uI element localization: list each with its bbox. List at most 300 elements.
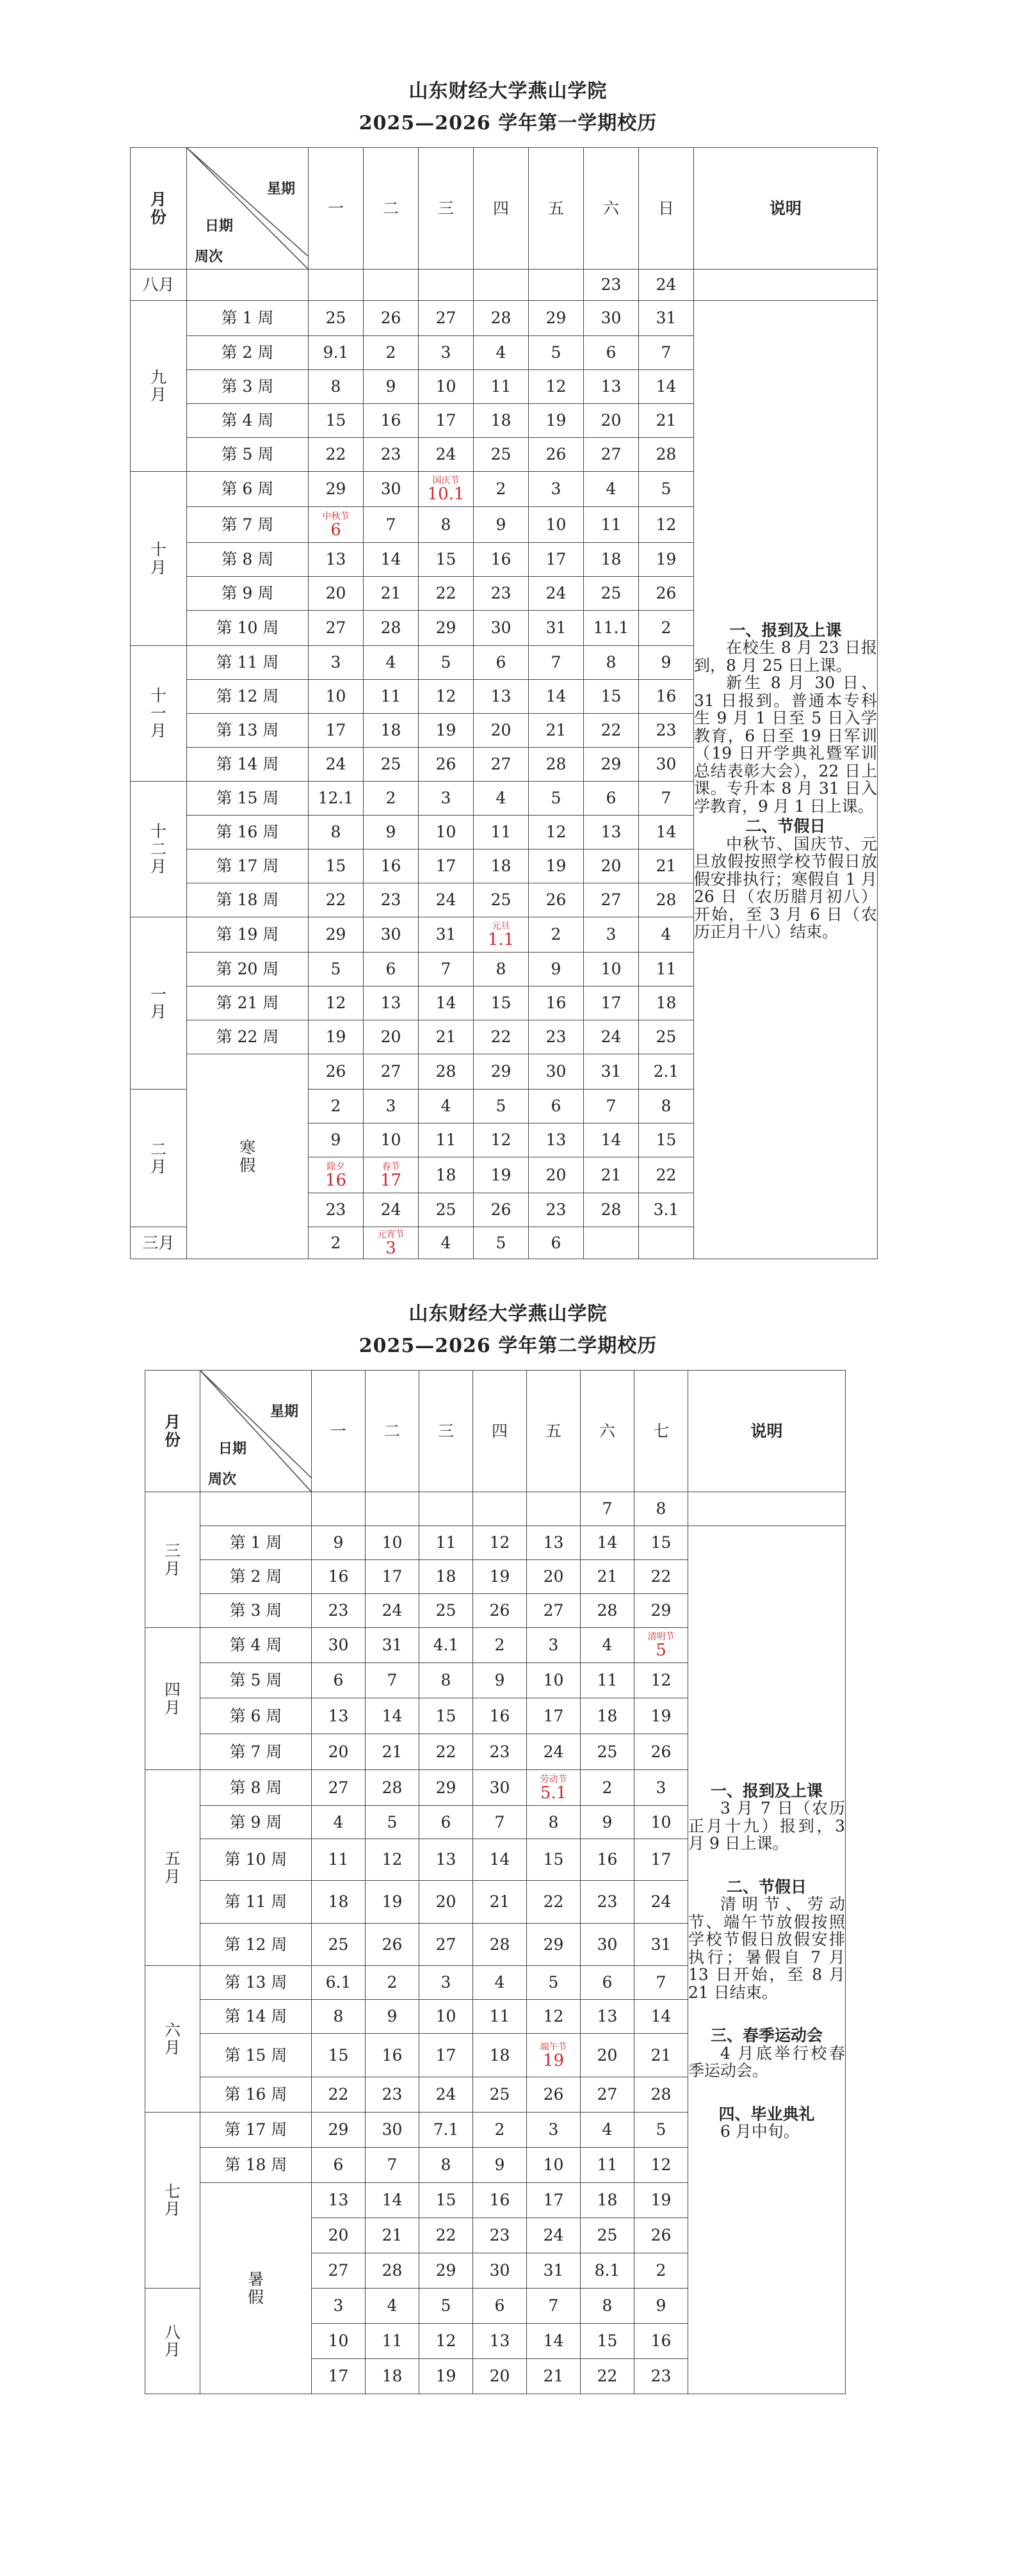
date-cell: 19	[309, 1020, 364, 1054]
date-cell: 28	[581, 1594, 634, 1628]
date-cell: 21	[419, 1020, 474, 1054]
date-cell: 2	[309, 1090, 364, 1123]
date-cell: 18	[581, 1698, 634, 1734]
holiday-date: 6	[330, 520, 341, 540]
date-cell: 7	[639, 336, 694, 370]
date-cell: 17	[309, 714, 364, 748]
week-number-cell: 第 1 周	[187, 301, 309, 336]
date-cell: 10	[419, 2000, 473, 2034]
date-cell: 24	[634, 1881, 688, 1924]
date-cell: 8	[634, 1492, 688, 1526]
date-cell: 22	[474, 1020, 529, 1054]
date-cell: 24	[584, 1020, 639, 1054]
date-cell: 16	[473, 2183, 527, 2218]
date-cell: 5	[529, 782, 584, 816]
date-cell: 15	[581, 2324, 634, 2359]
date-cell: 21	[639, 404, 694, 438]
week-number-cell: 第 18 周	[187, 883, 309, 917]
date-cell: 6	[584, 782, 639, 816]
date-cell: 27	[584, 438, 639, 472]
date-cell: 31	[639, 301, 694, 336]
date-cell: 3	[527, 1628, 581, 1663]
date-cell: 15	[639, 1123, 694, 1157]
holiday-date-cell	[419, 472, 474, 507]
date-cell: 12	[634, 2148, 688, 2183]
week-number-cell: 第 2 周	[187, 336, 309, 370]
date-cell: 2	[474, 472, 529, 507]
date-cell: 12	[473, 1526, 527, 1560]
semester-2-calendar-table	[145, 1370, 846, 2394]
holiday-label: 春节	[382, 1161, 400, 1172]
date-cell: 3	[529, 472, 584, 507]
week-number-cell: 第 22 周	[187, 1020, 309, 1054]
week-number-cell: 第 2 周	[200, 1560, 312, 1594]
date-cell: 12	[366, 1839, 419, 1881]
date-cell: 14	[419, 986, 474, 1020]
date-cell: 19	[473, 1560, 527, 1594]
date-cell: 12	[474, 1123, 529, 1157]
date-cell: 14	[634, 2000, 688, 2034]
date-cell: 29	[309, 917, 364, 953]
date-cell: 26	[364, 301, 419, 336]
date-cell: 6	[473, 2289, 527, 2324]
month-cell	[131, 472, 187, 646]
holiday-date-cell	[634, 1628, 688, 1663]
weekday-header: 五	[529, 148, 584, 270]
date-cell: 6	[581, 1966, 634, 2000]
date-cell: 26	[634, 2218, 688, 2253]
weekday-header: 七	[634, 1371, 688, 1492]
month-label-char: 月	[164, 2038, 181, 2057]
month-label-char: 月	[150, 1002, 166, 1021]
date-cell: 17	[527, 1698, 581, 1734]
date-cell: 21	[581, 1560, 634, 1594]
week-number-cell: 第 19 周	[187, 917, 309, 953]
date-cell: 5	[366, 1806, 419, 1839]
date-cell: 26	[634, 1734, 688, 1770]
date-cell: 3	[309, 646, 364, 680]
date-cell: 24	[419, 2077, 473, 2113]
date-cell: 6.1	[312, 1966, 366, 2000]
date-cell: 23	[474, 577, 529, 611]
holiday-label: 国庆节	[432, 476, 460, 486]
calendar-row	[145, 1492, 846, 1526]
date-cell	[529, 270, 584, 301]
date-cell: 30	[312, 1628, 366, 1663]
month-label-char: 五	[164, 1849, 181, 1868]
date-cell	[473, 1492, 527, 1526]
date-cell: 17	[584, 986, 639, 1020]
date-cell: 14	[473, 1839, 527, 1881]
date-cell: 20	[312, 2218, 366, 2253]
date-cell: 7	[366, 2148, 419, 2183]
week-number-cell: 第 5 周	[200, 1663, 312, 1698]
date-cell: 23	[634, 2359, 688, 2394]
date-cell	[584, 1227, 639, 1259]
week-number-cell: 第 16 周	[187, 816, 309, 849]
month-label-char: 一	[150, 704, 166, 723]
date-cell: 31	[419, 917, 474, 953]
date-cell: 30	[581, 1924, 634, 1966]
month-label-char: 月	[164, 1559, 181, 1578]
date-cell: 25	[364, 748, 419, 782]
holiday-date-cell	[309, 1157, 364, 1193]
date-cell: 26	[529, 438, 584, 472]
week-number-cell: 第 12 周	[200, 1924, 312, 1966]
semester-1-section	[0, 76, 1016, 140]
month-cell	[131, 270, 187, 301]
notes-paragraph: 6 月中旬。	[720, 2122, 800, 2141]
date-cell: 24	[309, 748, 364, 782]
date-cell: 5	[529, 336, 584, 370]
week-number-cell: 第 21 周	[187, 986, 309, 1020]
date-cell: 5	[474, 1090, 529, 1123]
month-label-char: 十	[150, 540, 166, 559]
notes-heading: 一、报到及上课	[729, 620, 842, 640]
week-number-cell: 第 7 周	[187, 507, 309, 543]
week-number-cell: 第 13 周	[187, 714, 309, 748]
date-cell: 30	[474, 611, 529, 646]
date-cell: 12	[634, 1663, 688, 1698]
vacation-label-char: 暑	[247, 2270, 264, 2289]
header-month-char: 份	[150, 207, 166, 227]
date-cell: 27	[312, 2253, 366, 2289]
date-cell: 29	[419, 2253, 473, 2289]
date-cell: 11	[473, 2000, 527, 2034]
date-cell: 18	[419, 1157, 474, 1193]
week-number-cell: 第 9 周	[200, 1806, 312, 1839]
week-number-cell: 第 3 周	[187, 370, 309, 404]
date-cell: 13	[473, 2324, 527, 2359]
date-cell: 26	[639, 577, 694, 611]
date-cell: 4.1	[419, 1628, 473, 1663]
date-cell: 2	[473, 2113, 527, 2148]
weekday-header: 日	[639, 148, 694, 270]
date-cell: 23	[312, 1594, 366, 1628]
date-cell: 22	[419, 577, 474, 611]
calendar-row	[131, 301, 878, 336]
date-cell: 21	[639, 849, 694, 883]
date-cell: 17	[366, 1560, 419, 1594]
month-label-char: 月	[164, 2200, 181, 2218]
month-label-char: 八	[164, 2322, 181, 2342]
date-cell: 29	[419, 1770, 473, 1806]
week-number-cell: 第 10 周	[187, 611, 309, 646]
notes-blank-cell	[688, 1492, 846, 1526]
date-cell: 5	[309, 953, 364, 986]
date-cell: 10	[527, 1663, 581, 1698]
weekday-header: 二	[366, 1371, 419, 1492]
date-cell: 8	[309, 370, 364, 404]
month-label-char: 三	[164, 1542, 181, 1560]
date-cell: 14	[366, 1698, 419, 1734]
date-cell: 20	[474, 714, 529, 748]
week-number-cell: 第 13 周	[200, 1966, 312, 2000]
date-cell: 12	[639, 507, 694, 543]
date-cell: 27	[312, 1770, 366, 1806]
date-cell: 15	[584, 680, 639, 714]
notes-cell	[688, 1526, 846, 2394]
date-cell: 27	[419, 301, 474, 336]
date-cell: 15	[419, 2183, 473, 2218]
month-cell	[131, 1090, 187, 1227]
date-cell: 13	[364, 986, 419, 1020]
date-cell: 15	[419, 1698, 473, 1734]
date-cell: 18	[639, 986, 694, 1020]
header-weekday-label: 星期	[266, 181, 295, 197]
date-cell: 8	[581, 2289, 634, 2324]
date-cell: 19	[419, 2359, 473, 2394]
date-cell: 15	[634, 1526, 688, 1560]
date-cell: 19	[529, 849, 584, 883]
week-number-cell: 第 15 周	[200, 2034, 312, 2077]
date-cell: 3	[634, 1770, 688, 1806]
month-cell	[145, 1966, 200, 2113]
date-cell: 2	[639, 611, 694, 646]
vacation-cell	[200, 2183, 312, 2394]
date-cell: 10	[366, 1526, 419, 1560]
holiday-label: 清明节	[647, 1632, 675, 1642]
holiday-date-cell	[527, 2034, 581, 2077]
week-number-cell: 第 6 周	[187, 472, 309, 507]
date-cell: 4	[473, 1966, 527, 2000]
date-cell: 5	[419, 2289, 473, 2324]
date-cell: 23	[473, 2218, 527, 2253]
date-cell: 15	[527, 1839, 581, 1881]
notes-blank-cell	[694, 270, 878, 301]
date-cell: 4	[639, 917, 694, 953]
holiday-label: 除夕	[327, 1161, 345, 1172]
month-cell	[145, 2289, 200, 2394]
date-cell: 11	[639, 953, 694, 986]
date-cell: 26	[527, 2077, 581, 2113]
weekday-header: 一	[312, 1371, 366, 1492]
date-cell: 6	[312, 2148, 366, 2183]
date-cell: 13	[581, 2000, 634, 2034]
date-cell: 18	[584, 543, 639, 577]
date-cell: 29	[529, 301, 584, 336]
date-cell: 11	[584, 507, 639, 543]
date-cell: 16	[634, 2324, 688, 2359]
week-number-cell: 第 17 周	[187, 849, 309, 883]
date-cell: 30	[473, 1770, 527, 1806]
week-number-cell: 第 8 周	[187, 543, 309, 577]
date-cell: 4	[474, 782, 529, 816]
month-label-char: 月	[150, 1157, 166, 1176]
date-cell: 9	[634, 2289, 688, 2324]
date-cell: 7	[584, 1090, 639, 1123]
date-cell: 9	[312, 1526, 366, 1560]
date-cell: 9	[581, 1806, 634, 1839]
date-cell: 24	[366, 1594, 419, 1628]
week-number-cell: 第 15 周	[187, 782, 309, 816]
date-cell: 14	[529, 680, 584, 714]
date-cell: 13	[419, 1839, 473, 1881]
date-cell: 24	[639, 270, 694, 301]
date-cell: 25	[581, 2218, 634, 2253]
date-cell: 20	[473, 2359, 527, 2394]
date-cell: 13	[312, 1698, 366, 1734]
date-cell: 30	[364, 917, 419, 953]
date-cell: 6	[529, 1090, 584, 1123]
holiday-date: 1.1	[487, 930, 515, 949]
date-cell: 26	[309, 1054, 364, 1090]
date-cell: 11	[419, 1123, 474, 1157]
notes-heading: 三、春季运动会	[710, 2026, 823, 2045]
school-title: 山东财经大学燕山学院	[408, 1303, 608, 1325]
date-cell: 12.1	[309, 782, 364, 816]
notes-paragraph: 新生 8 月 30 日、31 日报到。普通本专科生 9 月 1 日至 5 日入学教育，6 日至 19 日军训（19 日开学典礼暨军训总结表彰大会），22 日上课。专升本 8 月 31 日入学教育，9 月 1 日上课。	[694, 673, 877, 816]
date-cell: 22	[527, 1881, 581, 1924]
date-cell: 7	[366, 1663, 419, 1698]
date-cell: 31	[634, 1924, 688, 1966]
month-label-char: 二	[150, 1139, 166, 1159]
date-cell: 5	[634, 2113, 688, 2148]
holiday-date: 10.1	[427, 485, 465, 504]
date-cell: 10	[419, 370, 474, 404]
date-cell: 26	[419, 748, 474, 782]
date-cell: 20	[581, 2034, 634, 2077]
date-cell: 9	[364, 370, 419, 404]
date-cell: 7	[639, 782, 694, 816]
date-cell: 25	[312, 1924, 366, 1966]
date-cell: 22	[309, 438, 364, 472]
holiday-date: 5	[656, 1641, 666, 1660]
date-cell: 14	[639, 370, 694, 404]
date-cell: 3	[419, 1966, 473, 2000]
date-cell: 28	[366, 1770, 419, 1806]
month-label-char: 七	[164, 2182, 181, 2201]
date-cell: 5	[419, 646, 474, 680]
date-cell: 19	[634, 2183, 688, 2218]
date-cell	[364, 270, 419, 301]
date-cell: 2	[581, 1770, 634, 1806]
date-cell: 29	[584, 748, 639, 782]
date-cell: 26	[473, 1594, 527, 1628]
date-cell: 30	[366, 2113, 419, 2148]
date-cell: 9	[474, 507, 529, 543]
date-cell: 22	[634, 1560, 688, 1594]
month-cell	[131, 301, 187, 472]
date-cell: 12	[309, 986, 364, 1020]
date-cell: 31	[527, 2253, 581, 2289]
date-cell: 18	[474, 849, 529, 883]
notes-spacer	[688, 2080, 845, 2103]
weekday-header: 二	[364, 148, 419, 270]
date-cell: 26	[474, 1193, 529, 1227]
week-number-cell: 第 14 周	[200, 2000, 312, 2034]
date-cell: 18	[366, 2359, 419, 2394]
date-cell: 2	[634, 2253, 688, 2289]
date-cell: 23	[473, 1734, 527, 1770]
date-cell: 11	[419, 1526, 473, 1560]
date-cell: 23	[366, 2077, 419, 2113]
month-label-char: 十	[150, 686, 166, 705]
date-cell: 27	[474, 748, 529, 782]
week-number-cell: 第 5 周	[187, 438, 309, 472]
date-cell: 24	[527, 1734, 581, 1770]
date-cell: 14	[581, 1526, 634, 1560]
semester-1-calendar-table	[130, 147, 878, 1259]
date-cell: 28	[639, 438, 694, 472]
header-month-char: 月	[164, 1413, 181, 1431]
holiday-date-cell	[474, 917, 529, 953]
notes-heading: 一、报到及上课	[710, 1781, 823, 1800]
date-cell: 30	[473, 2253, 527, 2289]
date-cell: 28	[366, 2253, 419, 2289]
date-cell: 2	[364, 336, 419, 370]
date-cell: 25	[474, 438, 529, 472]
date-cell: 4	[366, 2289, 419, 2324]
date-cell	[366, 1492, 419, 1526]
date-cell: 7	[364, 507, 419, 543]
date-cell: 3	[584, 917, 639, 953]
holiday-date-cell	[364, 1227, 419, 1259]
week-number-cell: 第 7 周	[200, 1734, 312, 1770]
week-number-cell: 第 10 周	[200, 1839, 312, 1881]
header-row	[131, 148, 878, 270]
date-cell: 16	[529, 986, 584, 1020]
month-label-char: 月	[150, 558, 166, 577]
date-cell: 4	[364, 646, 419, 680]
week-number-cell: 第 9 周	[187, 577, 309, 611]
date-cell: 17	[634, 1839, 688, 1881]
week-number-cell: 第 14 周	[187, 748, 309, 782]
date-cell: 28	[584, 1193, 639, 1227]
date-cell: 16	[364, 404, 419, 438]
date-cell: 16	[473, 1698, 527, 1734]
date-cell: 14	[584, 1123, 639, 1157]
date-cell: 24	[419, 438, 474, 472]
date-cell: 2	[366, 1966, 419, 2000]
date-cell: 13	[474, 680, 529, 714]
notes-paragraph: 4 月底举行校春季运动会。	[688, 2043, 845, 2080]
date-cell: 23	[364, 883, 419, 917]
date-cell: 22	[312, 2077, 366, 2113]
date-cell: 17	[529, 543, 584, 577]
week-number-cell: 第 6 周	[200, 1698, 312, 1734]
date-cell: 19	[419, 714, 474, 748]
date-cell: 22	[581, 2359, 634, 2394]
date-cell: 17	[312, 2359, 366, 2394]
date-cell: 29	[527, 1924, 581, 1966]
holiday-date-cell	[527, 1770, 581, 1806]
week-number-cell: 第 11 周	[200, 1881, 312, 1924]
holiday-label: 劳动节	[540, 1774, 567, 1785]
week-number-cell: 第 12 周	[187, 680, 309, 714]
semester-2-title: 2025—2026 学年第二学期校历	[359, 1335, 657, 1357]
date-cell: 13	[527, 1526, 581, 1560]
date-cell: 30	[364, 472, 419, 507]
notes-paragraph: 在校生 8 月 23 日报到，8 月 25 日上课。	[694, 638, 877, 675]
date-cell: 13	[584, 370, 639, 404]
vacation-label-char: 假	[247, 2287, 264, 2306]
date-cell: 9.1	[309, 336, 364, 370]
weekday-header: 三	[419, 1371, 473, 1492]
month-label-char: 九	[150, 367, 166, 387]
date-cell: 19	[529, 404, 584, 438]
date-cell	[312, 1492, 366, 1526]
date-cell: 23	[581, 1881, 634, 1924]
date-cell: 11	[474, 816, 529, 849]
date-cell: 7.1	[419, 2113, 473, 2148]
date-cell: 24	[527, 2218, 581, 2253]
date-cell: 28	[639, 883, 694, 917]
month-label-char: 十	[150, 822, 166, 841]
date-cell: 8	[312, 2000, 366, 2034]
date-cell: 11	[364, 680, 419, 714]
date-cell: 8	[639, 1090, 694, 1123]
